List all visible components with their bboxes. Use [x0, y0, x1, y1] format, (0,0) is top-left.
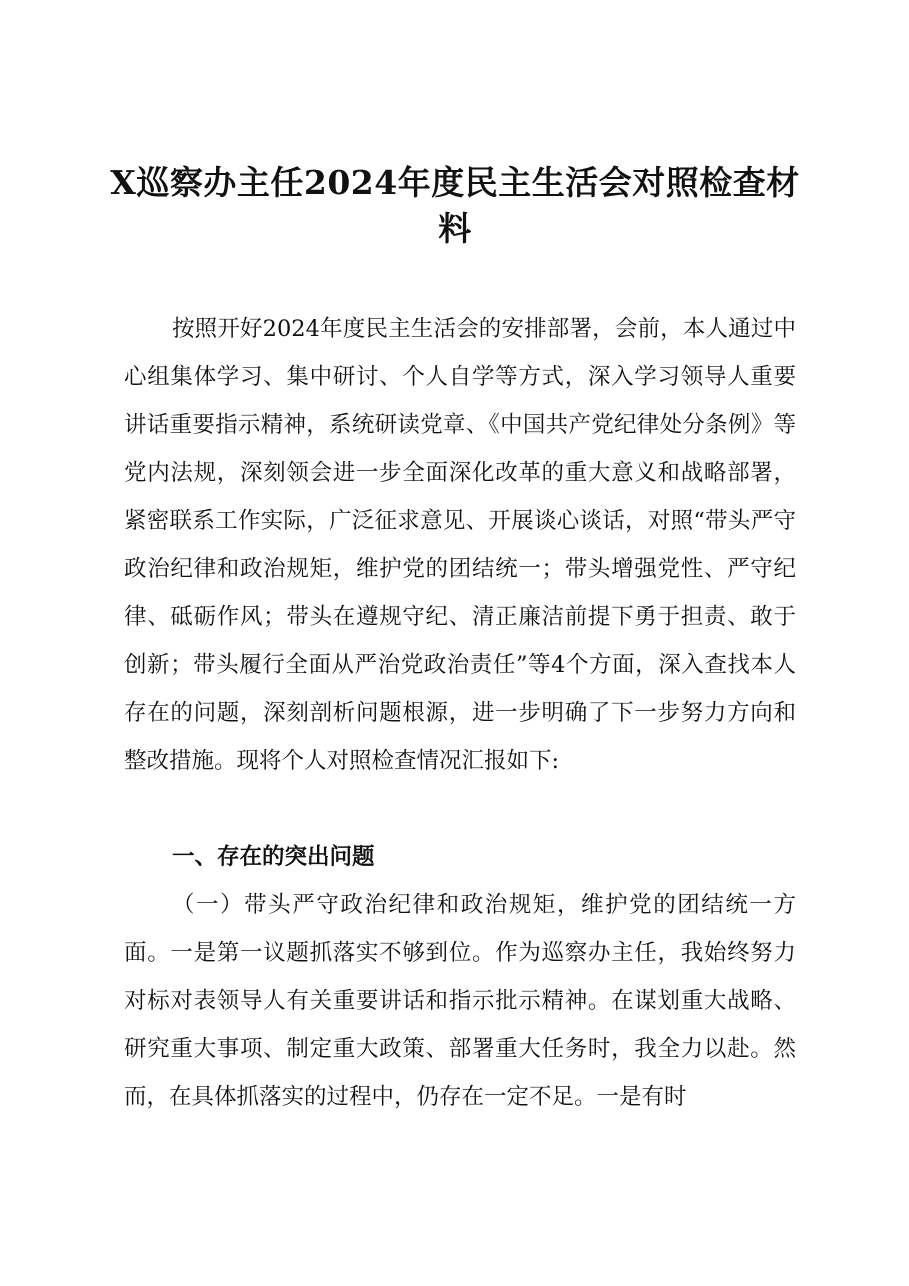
body-paragraph: （一）带头严守政治纪律和政治规矩，维护党的团结统一方面。一是第一议题抓落实不够到位。作为巡察办主任，我始终努力对标对表领导人有关重要讲话和指示批示精神。在谋划重大战略、研究重大事项、制定重大政策、部署重大任务时，我全力以赴。然而，在具体抓落实的过程中，仍存在一定不足。一是有时: [124, 892, 796, 1110]
section-heading: 一、存在的突出问题: [172, 844, 375, 870]
document-title: X巡察办主任2024年度民主生活会对照检查材料: [110, 163, 800, 248]
intro-paragraph: 按照开好2024年度民主生活会的安排部署，会前，本人通过中心组集体学习、集中研讨、个人自学等方式，深入学习领导人重要讲话重要指示精神，系统研读党章、《中国共产党纪律处分条例》等党内法规，深刻领会进一步全面深化改革的重大意义和战略部署，紧密联系工作实际，广泛征求意见、开展谈心谈话，对照“带头严守政治纪律和政治规矩，维护党的团结统一；带头增强党性、严守纪律、砥砺作风；带头在遵规守纪、清正廉洁前提下勇于担责、敢于创新；带头履行全面从严治党政治责任”等4个方面，深入查找本人存在的问题，深刻剖析问题根源，进一步明确了下一步努力方向和整改措施。现将个人对照检查情况汇报如下:: [124, 316, 796, 774]
